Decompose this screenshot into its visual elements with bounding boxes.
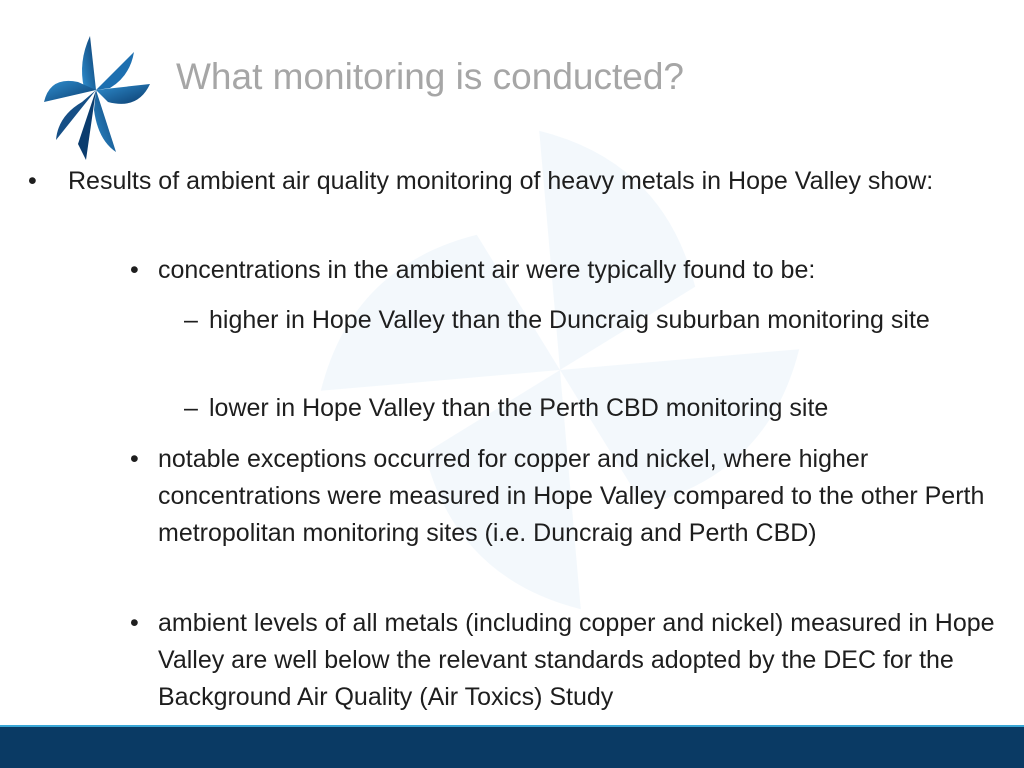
bullet-level1 (28, 163, 988, 200)
bullet-text: notable exceptions occurred for copper and nickel, where higher concentrations were measured in Hope Valley compared to the other Perth metropolitan monitoring sites (i.e. Duncraig and Perth CBD) (158, 445, 985, 547)
bullet-text: lower in Hope Valley than the Perth CBD monitoring site (209, 394, 829, 422)
bullet-symbol: • (28, 167, 37, 195)
bullet-level2 (130, 252, 1020, 289)
bullet-text: ambient levels of all metals (including copper and nickel) measured in Hope Valley are well below the relevant standards adopted by the DEC for the Background Air Quality (Air Toxics) Study (158, 609, 995, 711)
bullet-level2 (130, 441, 1020, 552)
dash-symbol: – (184, 394, 198, 422)
footer-bar (0, 727, 1024, 768)
bullet-level3 (184, 390, 994, 427)
pinwheel-logo-icon (38, 32, 156, 162)
bullet-symbol: • (130, 256, 139, 284)
bullet-text: Results of ambient air quality monitoring of heavy metals in Hope Valley show: (68, 167, 934, 195)
bullet-symbol: • (130, 445, 139, 473)
bullet-text: concentrations in the ambient air were typically found to be: (158, 256, 816, 284)
bullet-level2 (130, 605, 1020, 716)
slide-title: What monitoring is conducted? (176, 56, 684, 97)
bullet-symbol: • (130, 609, 139, 637)
bullet-level3 (184, 302, 994, 339)
bullet-text: higher in Hope Valley than the Duncraig suburban monitoring site (209, 306, 930, 334)
dash-symbol: – (184, 306, 198, 334)
